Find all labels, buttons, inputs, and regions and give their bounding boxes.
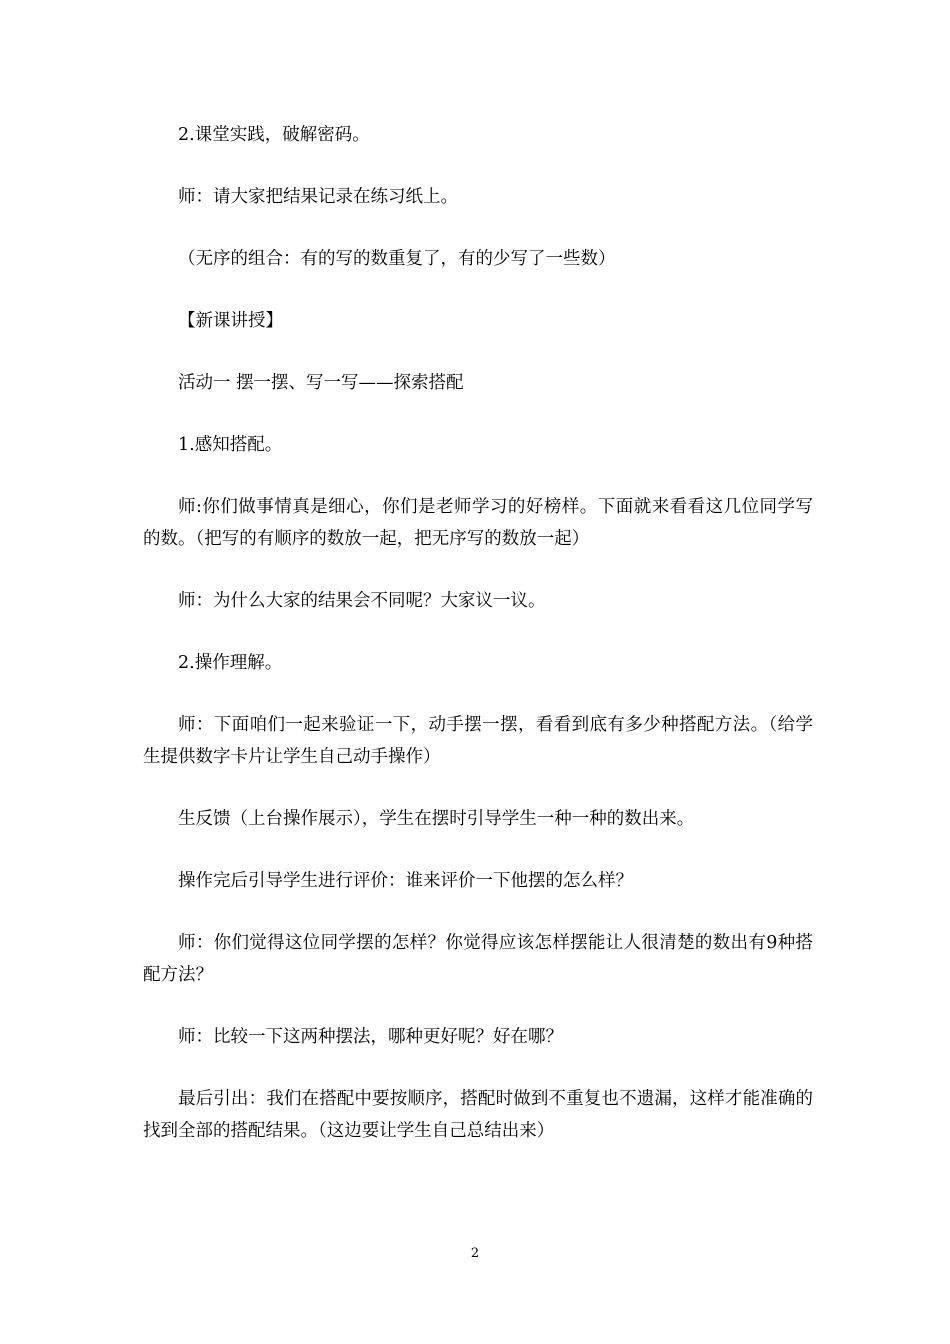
paragraph: 2.课堂实践，破解密码。	[178, 125, 370, 145]
paragraph: 2.操作理解。	[178, 653, 283, 673]
paragraph: 最后引出：我们在搭配中要按顺序，搭配时做到不重复也不遗漏，这样才能准确的找到全部的搭配结果。（这边要让学生自己总结出来）	[143, 1089, 813, 1141]
paragraph: 师：比较一下这两种摆法，哪种更好呢？好在哪？	[178, 1027, 563, 1047]
section-heading: 【新课讲授】	[178, 311, 283, 331]
document-body	[143, 119, 813, 1177]
paragraph: 师:你们做事情真是细心，你们是老师学习的好榜样。下面就来看看这几位同学写的数。（把写的有顺序的数放一起，把无序写的数放一起）	[143, 497, 813, 549]
paragraph: 师：为什么大家的结果会不同呢？大家议一议。	[178, 591, 546, 611]
paragraph: 师：请大家把结果记录在练习纸上。	[178, 187, 458, 207]
paragraph: 师：下面咱们一起来验证一下，动手摆一摆，看看到底有多少种搭配方法。（给学生提供数字卡片让学生自己动手操作）	[143, 715, 813, 767]
paragraph: （无序的组合：有的写的数重复了，有的少写了一些数）	[178, 249, 616, 269]
paragraph: 师：你们觉得这位同学摆的怎样？你觉得应该怎样摆能让人很清楚的数出有9种搭配方法？	[143, 933, 813, 985]
activity-heading: 活动一 摆一摆、写一写——探索搭配	[178, 373, 464, 393]
paragraph: 1.感知搭配。	[178, 435, 283, 455]
paragraph: 生反馈（上台操作展示），学生在摆时引导学生一种一种的数出来。	[178, 809, 695, 829]
page-number: 2	[470, 1246, 480, 1261]
paragraph: 操作完后引导学生进行评价：谁来评价一下他摆的怎么样？	[178, 871, 633, 891]
